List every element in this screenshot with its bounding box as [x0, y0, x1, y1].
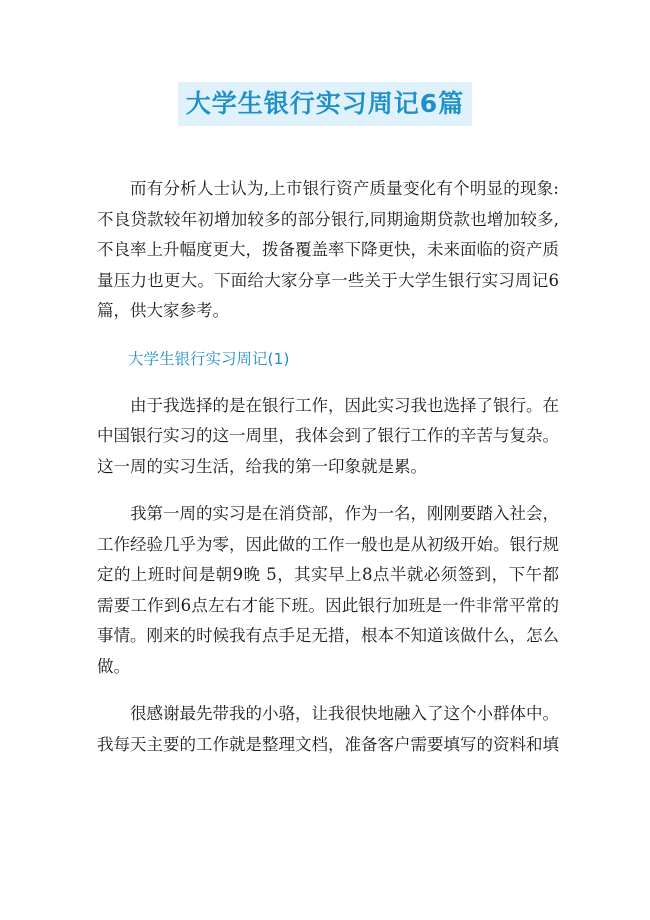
section-heading: 大学生银行实习周记(1)	[128, 349, 290, 368]
body-paragraph-2: 我第一周的实习是在消贷部，作为一名，刚刚要踏入社会，工作经验几乎为零，因此做的工作一般也是从初级开始。银行规定的上班时间是朝9晚 5，其实早上8点半就必须签到，下午都需要工作到6点左右才能下班。因此银行加班是一件非常平常的事情。刚来的时候我有点手足无措，根本不知道该做什么，怎么做。	[97, 504, 559, 676]
document-title: 大学生银行实习周记6篇	[178, 82, 472, 126]
intro-paragraph: 而有分析人士认为,上市银行资产质量变化有个明显的现象:不良贷款较年初增加较多的部分银行,同期逾期贷款也增加较多,不良率上升幅度更大，拨备覆盖率下降更快，未来面临的资产质量压力也更大。下面给大家分享一些关于大学生银行实习周记6篇，供大家参考。	[97, 179, 559, 320]
body-paragraph-1: 由于我选择的是在银行工作，因此实习我也选择了银行。在中国银行实习的这一周里，我体会到了银行工作的辛苦与复杂。这一周的实习生活，给我的第一印象就是累。	[97, 395, 559, 476]
document-body	[97, 174, 559, 777]
body-paragraph-3: 很感谢最先带我的小骆，让我很快地融入了这个小群体中。我每天主要的工作就是整理文档，准备客户需要填写的资料和填	[97, 704, 559, 754]
title-container	[0, 82, 650, 126]
